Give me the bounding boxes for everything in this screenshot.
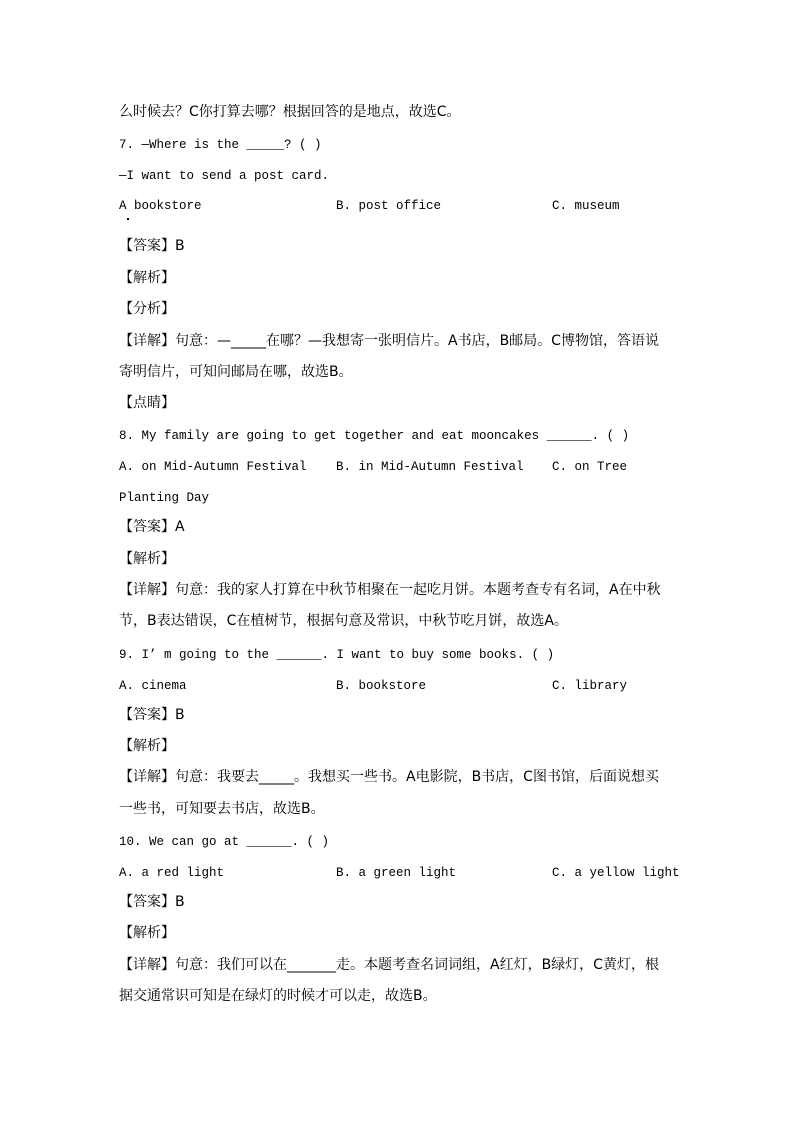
q10-answer: 【答案】B — [119, 894, 185, 910]
q8-stem: 8. My family are going to get together and eat mooncakes ______. ( ) — [119, 429, 630, 443]
q9-option-b: B. bookstore — [336, 679, 427, 693]
q10-jiexi: 【解析】 — [119, 925, 175, 941]
q9-detail-1: 【详解】句意：我要去_____。我想买一些书。A电影院，B书店，C图书馆，后面说想买 — [119, 769, 659, 785]
q8-option-a: A. on Mid-Autumn Festival — [119, 460, 307, 474]
q10-option-c: C. a yellow light — [552, 866, 680, 880]
q7-detail-2: 寄明信片，可知问邮局在哪，故选B。 — [119, 364, 353, 380]
q7-option-b: B. post office — [336, 199, 442, 213]
q7-jiexi: 【解析】 — [119, 270, 175, 286]
q7-line2: —I want to send a post card. — [119, 169, 330, 183]
q10-stem: 10. We can go at ______. ( ) — [119, 835, 330, 849]
q10-option-b: B. a green light — [336, 866, 457, 880]
q7-dianjing: 【点睛】 — [119, 395, 175, 411]
q9-option-c: C. library — [552, 679, 628, 693]
q7-detail-1: 【详解】句意：—_____在哪？—我想寄一张明信片。A书店，B邮局。C博物馆，答语说 — [119, 333, 659, 349]
q10-detail-1: 【详解】句意：我们可以在_______走。本题考查名词词组，A红灯，B绿灯，C黄灯，根 — [119, 957, 659, 973]
q8-option-c: C. on Tree — [552, 460, 628, 474]
q7-answer: 【答案】B — [119, 238, 185, 254]
q8-answer: 【答案】A — [119, 519, 185, 535]
q8-option-b: B. in Mid-Autumn Festival — [336, 460, 524, 474]
q7-fenxi: 【分析】 — [119, 301, 175, 317]
q9-stem: 9. I’ m going to the ______. I want to buy some books. ( ) — [119, 648, 555, 662]
stray-dot — [127, 218, 129, 220]
q9-answer: 【答案】B — [119, 707, 185, 723]
q10-option-a: A. a red light — [119, 866, 225, 880]
q8-detail-2: 节，B表达错误，C在植树节，根据句意及常识，中秋节吃月饼，故选A。 — [119, 613, 568, 629]
q9-detail-2: 一些书，可知要去书店，故选B。 — [119, 801, 325, 817]
q9-jiexi: 【解析】 — [119, 738, 175, 754]
q9-option-a: A. cinema — [119, 679, 187, 693]
intro-text: 么时候去？C你打算去哪？根据回答的是地点，故选C。 — [119, 104, 461, 120]
q7-option-c: C. museum — [552, 199, 620, 213]
q8-option-c-cont: Planting Day — [119, 491, 210, 505]
q10-detail-2: 据交通常识可知是在绿灯的时候才可以走，故选B。 — [119, 988, 437, 1004]
q8-jiexi: 【解析】 — [119, 551, 175, 567]
q8-detail-1: 【详解】句意：我的家人打算在中秋节相聚在一起吃月饼。本题考查专有名词，A在中秋 — [119, 582, 661, 598]
q7-option-a: A bookstore — [119, 199, 202, 213]
q7-stem: 7. —Where is the _____? ( ) — [119, 138, 322, 152]
